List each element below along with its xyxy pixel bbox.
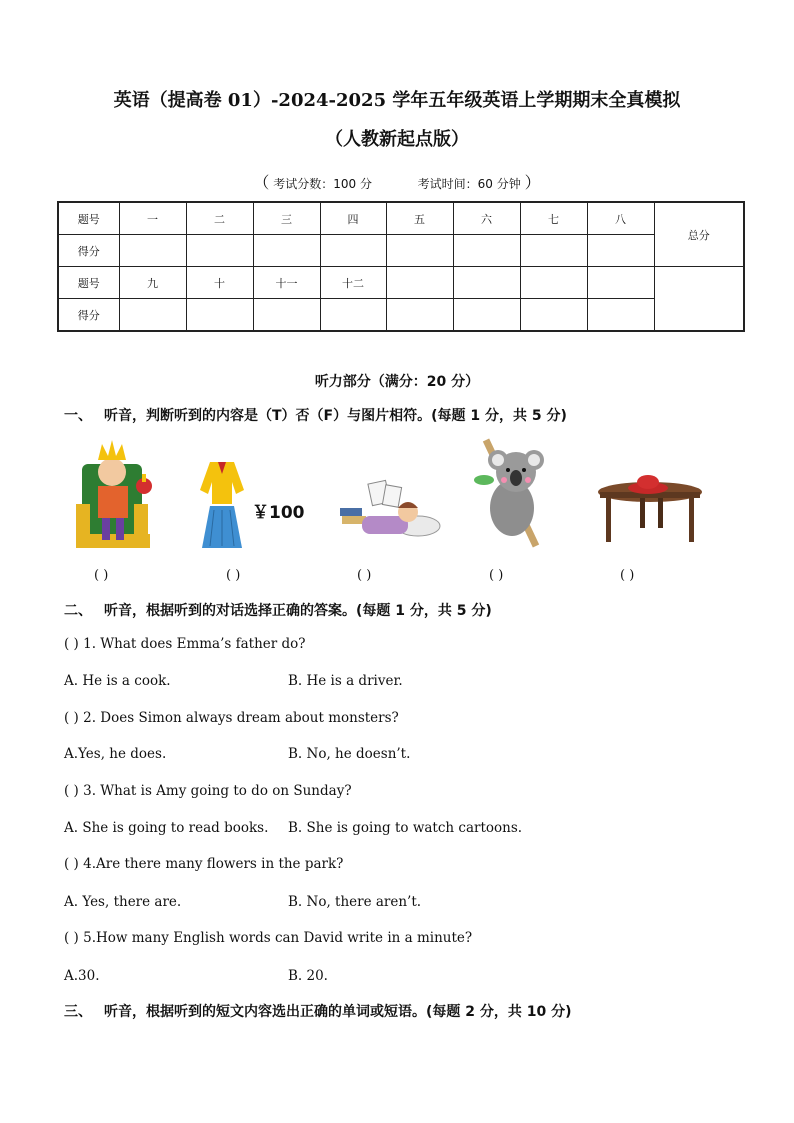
col-label: 四	[320, 202, 386, 235]
page-title: 英语（提高卷 01）-2024-2025 学年五年级英语上学期期末全真模拟	[113, 90, 681, 111]
col-label: 十一	[253, 267, 320, 299]
row-label-score: 得分	[58, 235, 119, 267]
table-with-hat-picture	[596, 472, 704, 544]
col-label: 八	[587, 202, 654, 235]
col-label	[453, 267, 520, 299]
total-label: 总分	[654, 202, 744, 267]
col-label: 一	[119, 202, 186, 235]
col-label: 七	[520, 202, 587, 235]
option-b[interactable]: B. 20.	[288, 968, 328, 984]
score-row-4	[58, 299, 744, 332]
score-cell[interactable]	[520, 235, 587, 267]
option-a[interactable]: A.30.	[64, 968, 100, 984]
col-label	[386, 267, 453, 299]
part1-heading	[64, 405, 567, 425]
price-label: ￥100	[252, 503, 305, 523]
col-label: 六	[453, 202, 520, 235]
option-b[interactable]: B. No, he doesn’t.	[288, 746, 411, 762]
part2-number: 二、	[64, 603, 92, 619]
sleeping-child-picture	[326, 472, 444, 542]
option-a[interactable]: A. He is a cook.	[64, 673, 171, 689]
score-table	[57, 201, 745, 332]
question-5: ( ) 5.How many English words can David write in a minute?	[64, 930, 473, 946]
question-2: ( ) 2. Does Simon always dream about monsters?	[64, 710, 399, 726]
exam-info	[0, 170, 794, 193]
score-cell[interactable]	[119, 299, 186, 332]
score-cell[interactable]	[386, 235, 453, 267]
option-b[interactable]: B. He is a driver.	[288, 673, 403, 689]
paren-open: （	[253, 173, 270, 192]
answer-blank[interactable]: ( )	[94, 568, 109, 583]
listening-section-title: 听力部分（满分：20 分）	[314, 374, 480, 390]
part1-answer-blanks	[0, 568, 794, 586]
part2-instruction: 听音，根据听到的对话选择正确的答案。(每题 1 分，共 5 分)	[104, 603, 492, 619]
option-a[interactable]: A.Yes, he does.	[64, 746, 167, 762]
score-cell[interactable]	[320, 299, 386, 332]
score-cell[interactable]	[587, 235, 654, 267]
score-cell[interactable]	[186, 299, 253, 332]
picture-row	[60, 432, 760, 557]
col-label: 五	[386, 202, 453, 235]
koala-picture	[470, 436, 550, 548]
part2-heading	[64, 600, 492, 620]
score-cell[interactable]	[453, 299, 520, 332]
part3-instruction: 听音，根据听到的短文内容选出正确的单词或短语。(每题 2 分，共 10 分)	[104, 1004, 572, 1020]
option-b[interactable]: B. She is going to watch cartoons.	[288, 820, 523, 836]
question-3: ( ) 3. What is Amy going to do on Sunday?	[64, 783, 352, 799]
score-cell[interactable]	[253, 235, 320, 267]
page-subtitle: （人教新起点版）	[325, 129, 469, 150]
score-row-3	[58, 267, 744, 299]
part3-number: 三、	[64, 1004, 92, 1020]
score-cell[interactable]	[320, 235, 386, 267]
col-label: 三	[253, 202, 320, 235]
exam-time: 考试时间：60 分钟	[417, 177, 521, 191]
col-label: 九	[119, 267, 186, 299]
score-row-2	[58, 235, 744, 267]
score-cell[interactable]	[253, 299, 320, 332]
score-row-1	[58, 202, 744, 235]
part1-number: 一、	[64, 408, 92, 424]
col-label	[587, 267, 654, 299]
total-cell[interactable]	[654, 267, 744, 332]
option-a[interactable]: A. She is going to read books.	[64, 820, 269, 836]
answer-blank[interactable]: ( )	[226, 568, 241, 583]
answer-blank[interactable]: ( )	[620, 568, 635, 583]
score-cell[interactable]	[453, 235, 520, 267]
score-cell[interactable]	[520, 299, 587, 332]
score-cell[interactable]	[587, 299, 654, 332]
option-a[interactable]: A. Yes, there are.	[64, 894, 182, 910]
score-cell[interactable]	[119, 235, 186, 267]
part3-heading	[64, 1001, 572, 1021]
paren-close: ）	[524, 173, 541, 192]
score-cell[interactable]	[386, 299, 453, 332]
col-label	[520, 267, 587, 299]
row-label-score: 得分	[58, 299, 119, 332]
row-label-question: 题号	[58, 267, 119, 299]
king-on-throne-picture	[72, 434, 168, 552]
col-label: 二	[186, 202, 253, 235]
row-label-question: 题号	[58, 202, 119, 235]
clothes-picture	[198, 460, 246, 552]
exam-score: 考试分数：100 分	[273, 177, 372, 191]
col-label: 十二	[320, 267, 386, 299]
part1-instruction: 听音，判断听到的内容是（T）否（F）与图片相符。(每题 1 分，共 5 分)	[104, 408, 567, 424]
answer-blank[interactable]: ( )	[357, 568, 372, 583]
option-b[interactable]: B. No, there aren’t.	[288, 894, 422, 910]
question-4: ( ) 4.Are there many flowers in the park?	[64, 856, 344, 872]
question-1: ( ) 1. What does Emma’s father do?	[64, 636, 306, 652]
answer-blank[interactable]: ( )	[489, 568, 504, 583]
col-label: 十	[186, 267, 253, 299]
score-cell[interactable]	[186, 235, 253, 267]
